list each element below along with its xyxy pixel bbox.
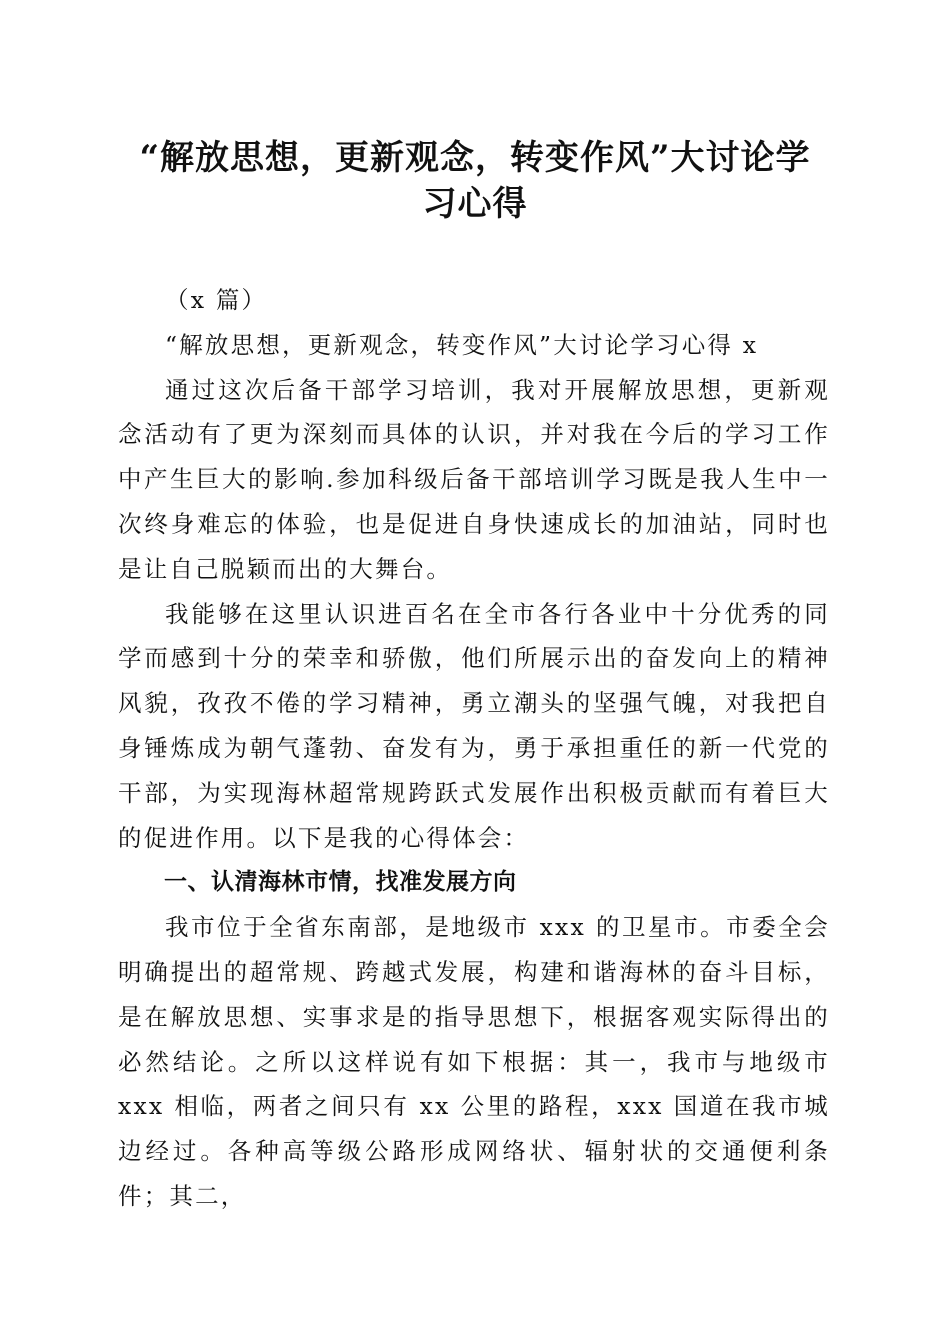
- document-body: [118, 278, 830, 1219]
- body-paragraph: 我能够在这里认识进百名在全市各行各业中十分优秀的同学而感到十分的荣幸和骄傲，他们所展示出的奋发向上的精神风貌，孜孜不倦的学习精神，勇立潮头的坚强气魄，对我把自身锤炼成为朝气蓬勃、奋发有为，勇于承担重任的新一代党的干部，为实现海林超常规跨跃式发展作出积极贡献而有着巨大的促进作用。以下是我的心得体会：: [118, 599, 830, 852]
- section-heading: 一、认清海林市情，找准发展方向: [164, 869, 517, 896]
- article-subtitle: “解放思想，更新观念，转变作风”大讨论学习心得 x: [165, 330, 759, 359]
- document-title: [100, 135, 850, 227]
- body-paragraph: 我市位于全省东南部，是地级市 xxx 的卫星市。市委全会明确提出的超常规、跨越式发展，构建和谐海林的奋斗目标，是在解放思想、实事求是的指导思想下，根据客观实际得出的必然结论。之所以这样说有如下根据：其一，我市与地级市 xxx 相临，两者之间只有 xx 公里的路程，xxx 国道在我市城边经过。各种高等级公路形成网络状、辐射状的交通便利条件；其二，: [118, 913, 830, 1210]
- title-line-2: 习心得: [422, 184, 528, 224]
- section-count-label: （x 篇）: [165, 286, 268, 314]
- body-paragraph: 通过这次后备干部学习培训，我对开展解放思想，更新观念活动有了更为深刻而具体的认识，并对我在今后的学习工作中产生巨大的影响.参加科级后备干部培训学习既是我人生中一次终身难忘的体验，也是促进自身快速成长的加油站，同时也是让自己脱颖而出的大舞台。: [118, 375, 830, 583]
- title-line-1: “解放思想，更新观念，转变作风”大讨论学: [139, 138, 811, 178]
